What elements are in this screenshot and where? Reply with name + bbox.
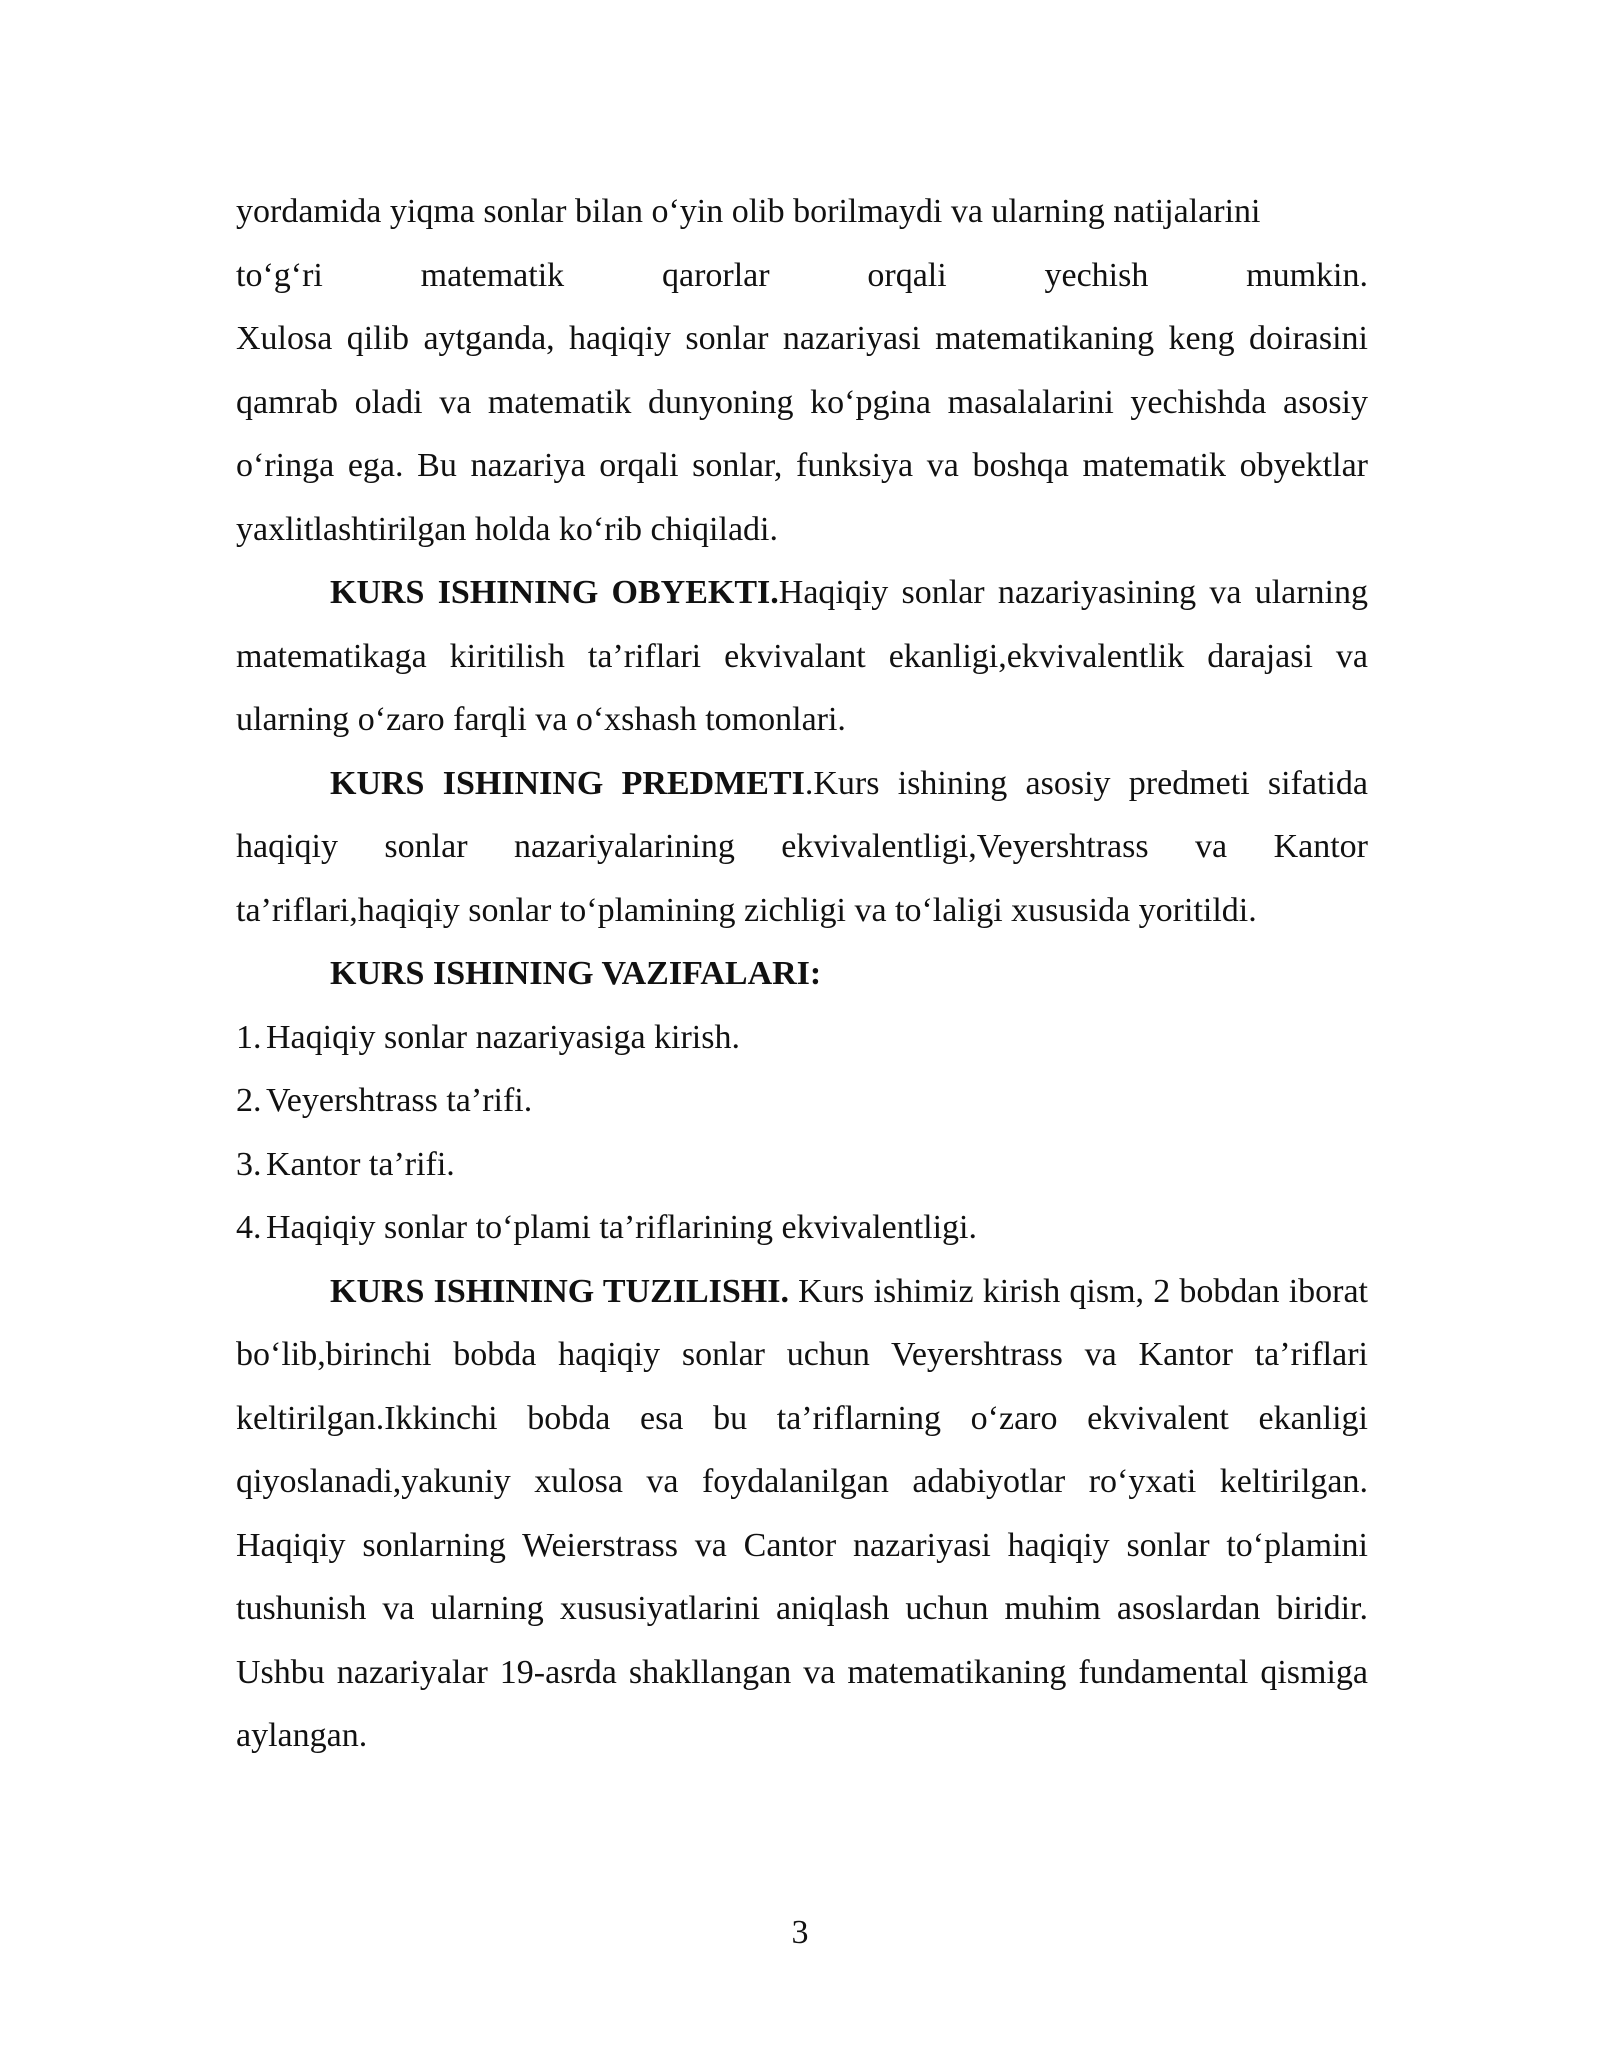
intro-conclusion-paragraph: Xulosa qilib aytganda, haqiqiy sonlar nazariyasi matematikaning keng doirasini qamrab oladi va matematik dunyoning ko‘pgina masalalarini yechishda asosiy o‘ringa ega. Bu nazariya orqali sonlar, funksiya va boshqa matematik obyektlar yaxlitlashtirilgan holda ko‘rib chiqiladi. (236, 320, 1368, 548)
list-item-text: Haqiqiy sonlar nazariyasiga kirish. (266, 1018, 740, 1056)
list-item (236, 1069, 1368, 1133)
vazifalari-paragraph (236, 942, 1368, 1006)
list-item-text: Veyershtrass ta’rifi. (266, 1082, 533, 1119)
vazifalari-heading: KURS ISHINING VAZIFALARI: (330, 955, 822, 992)
tuzilishi-text: Kurs ishimiz kirish qism, 2 bobdan iborat bo‘lib,birinchi bobda haqiqiy sonlar uchun Veyershtrass va Kantor ta’riflari keltirilgan.Ikkinchi bobda esa bu ta’riflarning o‘zaro ekvivalent ekanligi qiyoslanadi,yakuniy xulosa va foydalanilgan adabiyotlar ro‘yxati keltirilgan. Haqiqiy sonlarning Weierstrass va Cantor nazariyasi haqiqiy sonlar to‘plamini tushunish va ularning xususiyatlarini aniqlash uchun muhim asoslardan biridir. Ushbu nazariyalar 19-asrda shakllangan va matematikaning fundamental qismiga aylangan. (236, 1272, 1369, 1754)
list-item-number: 1. (236, 1018, 262, 1056)
obyekti-text: Haqiqiy sonlar nazariyasining va ularning matematikaga kiritilish ta’riflari ekvivalant ekanligi,ekvivalentlik darajasi va ularning o‘zaro farqli va o‘xshash tomonlari. (236, 574, 1369, 738)
list-item (236, 1006, 1368, 1070)
predmeti-text: .Kurs ishining asosiy predmeti sifatida haqiqiy sonlar nazariyalarining ekvivalentligi,Veyershtrass va Kantor ta’riflari,haqiqiy sonlar to‘plamining zichligi va to‘laligi xususida yoritildi. (236, 764, 1368, 929)
obyekti-heading: KURS ISHINING OBYEKTI. (330, 574, 779, 611)
page-number: 3 (791, 1914, 809, 1951)
document-page (236, 180, 1368, 1768)
list-item-text: Haqiqiy sonlar to‘plami ta’riflarining ekvivalentligi. (266, 1209, 977, 1246)
list-item-number: 2. (236, 1082, 262, 1119)
list-item (236, 1133, 1368, 1197)
predmeti-paragraph (236, 752, 1368, 943)
list-item (236, 1196, 1368, 1260)
vazifalari-list (236, 1006, 1368, 1260)
intro-line-1: yordamida yiqma sonlar bilan o‘yin olib borilmaydi va ularning natijalarini (236, 193, 1261, 230)
list-item-number: 3. (236, 1145, 262, 1183)
intro-line-2: to‘g‘ri matematik qarorlar orqali yechish mumkin. (236, 256, 1368, 294)
tuzilishi-paragraph (236, 1260, 1368, 1768)
list-item-number: 4. (236, 1209, 262, 1246)
tuzilishi-heading: KURS ISHINING TUZILISHI. (330, 1272, 789, 1310)
obyekti-paragraph (236, 561, 1368, 752)
list-item-text: Kantor ta’rifi. (266, 1145, 455, 1183)
predmeti-heading: KURS ISHINING PREDMETI (330, 764, 805, 802)
